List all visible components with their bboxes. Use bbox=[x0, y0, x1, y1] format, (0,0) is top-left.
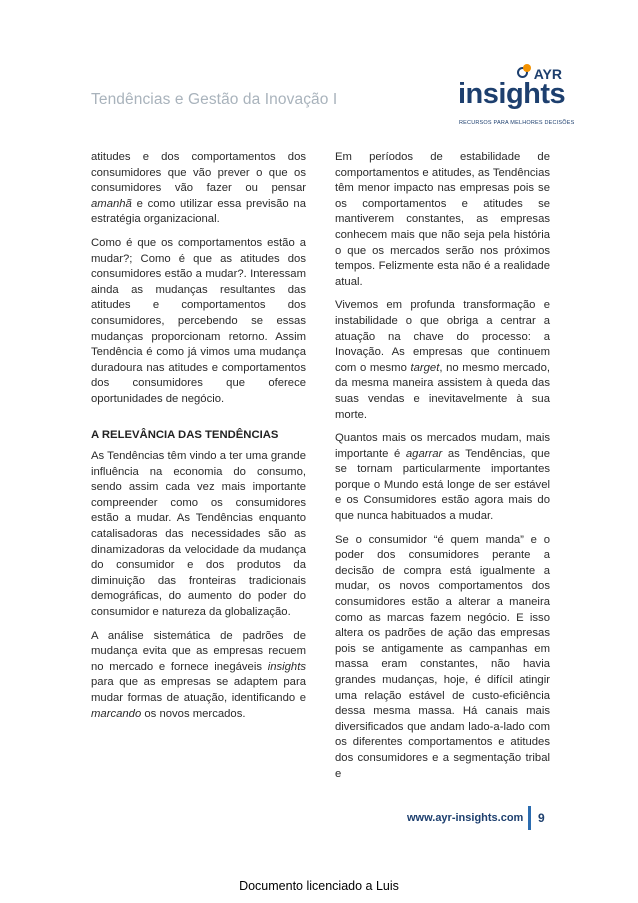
ayr-logo-mark-icon bbox=[517, 67, 528, 78]
right-paragraph-4: Se o consumidor “é quem manda” e o poder dos consumidores perante a decisão de compra está igualmente a mudar, os novos comportamentos dos consumidores estão a alterar a maneira como as marcas fazem negócio. E isso altera os padrões de ação das empresas pois se antigamente as campanhas em massa eram constantes, não havia grandes mudanças, hoje, é difícil atingir uma relação estável de custo-eficiência dessa mesma massa. Há canais mais diversificados que andam lado-a-lado com os diferentes comportamentos e atitudes dos consumidores e a segmentação tribal e bbox=[335, 533, 550, 780]
footer-divider bbox=[528, 806, 531, 830]
right-column bbox=[335, 150, 550, 790]
left-paragraph-1: atitudes e dos comportamentos dos consumidores que vão prever o que os consumidores vão fazer ou pensar amanhã e como utilizar essa previsão na estratégia organizacional. bbox=[91, 151, 306, 226]
page-number: 9 bbox=[538, 811, 545, 825]
left-paragraph-2: Como é que os comportamentos estão a mudar?; Como é que as atitudes dos consumidores estão a mudar?. Interessam ainda as mudanças resultantes das atitudes e comportamentos dos consumidores, percebendo se essas mudanças proporcionam retorno. Assim Tendência é como já vimos uma mudança duradoura nas atitudes e comportamentos dos consumidores que oferece oportunidades de negócio. bbox=[91, 236, 306, 405]
ayr-insights-logo bbox=[456, 60, 574, 132]
left-paragraph-4: A análise sistemática de padrões de mudança evita que as empresas recuem no mercado e fornece inegáveis insights para que as empresas se adaptem para mudar formas de atuação, identificando e marcando os novos mercados. bbox=[91, 629, 306, 720]
section-heading: A RELEVÂNCIA DAS TENDÊNCIAS bbox=[91, 428, 279, 441]
logo-brand: AYR bbox=[533, 66, 562, 82]
right-paragraph-1: Em períodos de estabilidade de comportamentos e atitudes, as Tendências têm menor impacto nas empresas pois se os comportamentos e atitudes se mantiverem constantes, as empresas conhecem mais que não seja pela história o que os mercados serão nos próximos tempos. Felizmente esta não é a realidade atual. bbox=[335, 151, 550, 288]
footer-website-link[interactable]: www.ayr-insights.com bbox=[407, 812, 524, 824]
logo-wordmark: insights bbox=[458, 78, 566, 110]
right-paragraph-3: Quantos mais os mercados mudam, mais importante é agarrar as Tendências, que se tornam particularmente importantes porque o Mundo está longe de ser estável e os Consumidores estão agora mais do que nunca habituados a mudar. bbox=[335, 432, 550, 523]
document-header-title: Tendências e Gestão da Inovação I bbox=[91, 91, 338, 108]
left-column bbox=[91, 150, 306, 730]
right-paragraph-2: Vivemos em profunda transformação e instabilidade o que obriga a centrar a atuação na chave do processo: a Inovação. As empresas que continuem com o mesmo target, no mesmo mercado, da mesma maneira assistem à queda das suas vendas e inevitavelmente à sua morte. bbox=[335, 299, 550, 421]
left-paragraph-3: As Tendências têm vindo a ter uma grande influência na economia do consumo, sendo assim cada vez mais importante compreender como os consumidores estão a mudar. As Tendências enquanto catalisadoras das necessidades são as dinamizadoras da velocidade da mudança do consumidor e dos produtos da diminuição das fronteiras tradicionais demográficas, do aumento do poder do consumidor e natureza da globalização. bbox=[91, 450, 306, 619]
license-notice: Documento licenciado a Luis bbox=[239, 879, 399, 893]
logo-tagline: RECURSOS PARA MELHORES DECISÕES bbox=[459, 120, 575, 126]
